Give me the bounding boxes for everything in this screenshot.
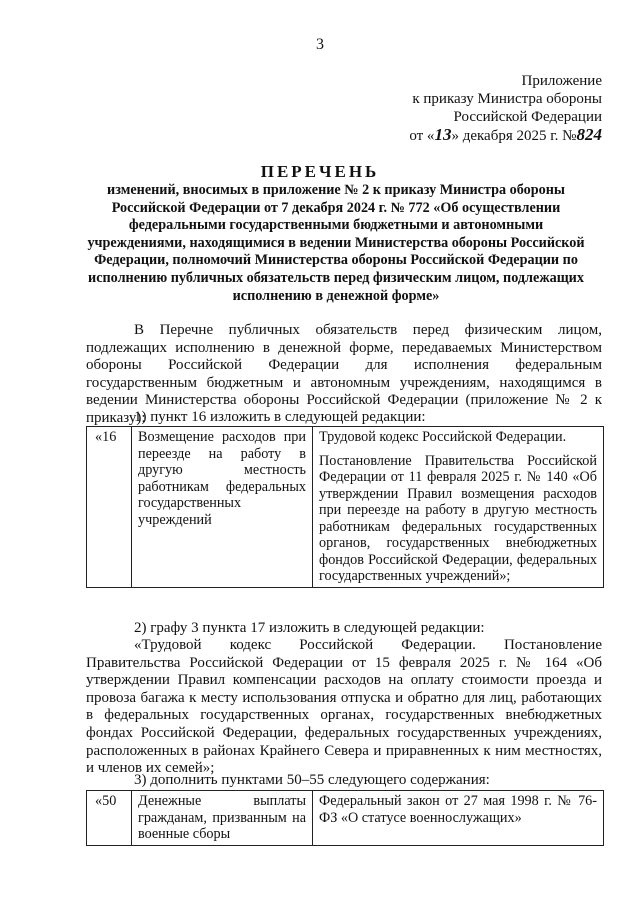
table-item-50 (86, 790, 604, 846)
appendix-header (352, 72, 602, 145)
handwritten-day: 13 (434, 125, 452, 144)
item-1-heading: 1) пункт 16 изложить в следующей редакции: (134, 409, 426, 425)
appendix-line-3: Российской Федерации (453, 109, 602, 125)
obligation-name-cell (132, 427, 313, 588)
handwritten-order-number: 824 (576, 125, 602, 144)
document-subtitle: изменений, вносимых в приложение № 2 к приказу Министра обороны Российской Федерации от 7 декабря 2024 г. № 772 «Об осуществлении федеральными государственными бюджетными и автономными учреждениями, находящимися в ведении Министерства обороны Российской Федерации, полномочий Министерства обороны Российской Федерации по исполнению публичных обязательств перед физическим лицом, подлежащих исполнению в денежной форме» (87, 182, 585, 304)
appendix-line-2: к приказу Министра обороны (412, 91, 602, 107)
item-2-text: «Трудовой кодекс Российской Федерации. Постановление Правительства Российской Федерации от 15 февраля 2025 г. № 164 «Об утверждении Правил компенсации расходов на оплату стоимости проезда и провоза багажа к месту использования отпуска и обратно для лиц, работающих в федеральных государственных органах, государственных внебюджетных фондах Российской Федерации, федеральных государственных учреждениях, расположенных в районах Крайнего Севера и приравненных к ним местностях, и членов их семей»; (86, 637, 602, 777)
date-prefix: от « (409, 128, 435, 144)
appendix-line-1: Приложение (521, 73, 602, 89)
legal-basis-2: Постановление Правительства Российской Федерации от 11 февраля 2025 г. № 140 «Об утверждении Правил возмещения расходов при переезде на работу в другую местность работникам федеральных государственных органов, государственных внебюджетных фондов Российской Федерации, федеральных государственных учреждений»; (319, 452, 597, 584)
legal-basis-cell (313, 427, 604, 588)
obligation-name-cell (132, 791, 313, 846)
legal-basis-1: Трудовой кодекс Российской Федерации. (319, 429, 567, 445)
appendix-date-line (352, 126, 602, 145)
date-middle: » декабря 2025 г. № (451, 128, 577, 144)
row-number: «16 (87, 427, 132, 588)
document-title: ПЕРЕЧЕНЬ (260, 162, 380, 181)
obligation-name: Возмещение расходов при переезде на работу в другую местность работникам федеральных государственных учреждений (138, 429, 306, 528)
item-2-heading: 2) графу 3 пункта 17 изложить в следующей редакции: (134, 620, 485, 636)
table-row (87, 427, 604, 588)
table-row (87, 791, 604, 846)
row-number: «50 (87, 791, 132, 846)
item-3-heading: 3) дополнить пунктами 50–55 следующего содержания: (134, 772, 490, 788)
obligation-name: Денежные выплаты гражданам, призванным на военные сборы (138, 793, 306, 842)
page-number: 3 (316, 36, 324, 53)
legal-basis: Федеральный закон от 27 мая 1998 г. № 76-ФЗ «О статусе военнослужащих» (319, 793, 597, 826)
intro-paragraph: В Перечне публичных обязательств перед физическим лицом, подлежащих исполнению в денежной форме, передаваемых Министерством обороны Российской Федерации для исполнения федеральным государственным бюджетным и автономным учреждениям, находящимся в ведении Министерства обороны Российской Федерации (приложение № 2 к приказу): (86, 322, 602, 426)
legal-basis-cell (313, 791, 604, 846)
table-item-16 (86, 426, 604, 588)
